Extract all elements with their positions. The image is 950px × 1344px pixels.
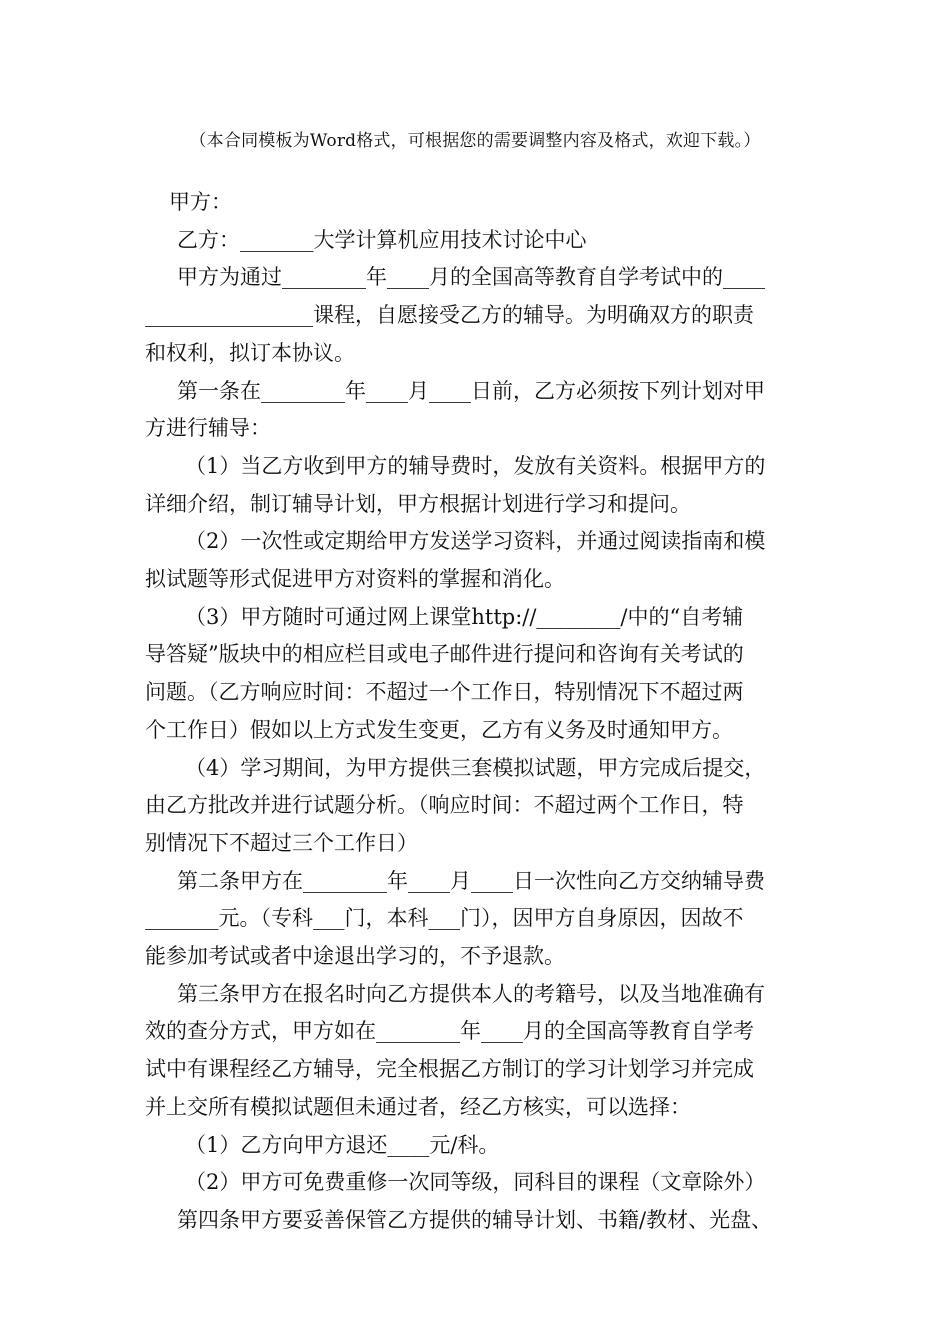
option-2-line: （2）甲方可免费重修一次同等级，同科目的课程（文章除外） <box>185 1170 766 1195</box>
article-2-line-3: 能参加考试或者中途退出学习的，不予退款。 <box>145 944 565 969</box>
intro-line-3: 和权利，拟订本协议。 <box>145 340 355 365</box>
article-3-line-1: 第三条甲方在报名时向乙方提供本人的考籍号，以及当地准确有 <box>177 981 765 1006</box>
item-4-line-2: 由乙方批改并进行试题分析。（响应时间：不超过两个工作日，特 <box>145 793 744 818</box>
item-3-line-4: 个工作日）假如以上方式发生变更，乙方有义务及时通知甲方。 <box>145 717 733 742</box>
option-1-line: （1）乙方向甲方退还____元/科。 <box>185 1132 500 1157</box>
party-a-line: 甲方： <box>169 190 232 214</box>
article-2-line-2: _______元。（专科___门，本科___门），因甲方自身原因，因故不 <box>145 906 744 931</box>
item-2-line-2: 拟试题等形式促进甲方对资料的掌握和消化。 <box>145 567 565 592</box>
party-b-line: 乙方：_______大学计算机应用技术讨论中心 <box>177 227 587 252</box>
item-3-line-1: （3）甲方随时可通过网上课堂http://________/中的“自考辅 <box>185 604 744 629</box>
item-3-line-2: 导答疑”版块中的相应栏目或电子邮件进行提问和咨询有关考试的 <box>145 642 744 667</box>
contract-body <box>145 184 810 1240</box>
article-3-line-3: 试中有课程经乙方辅导，完全根据乙方制订的学习计划学习并完成 <box>145 1057 754 1082</box>
article-3-line-2: 效的查分方式，甲方如在________年____月的全国高等教育自学考 <box>145 1019 754 1044</box>
article-1-line-1: 第一条在________年____月____日前，乙方必须按下列计划对甲 <box>177 378 765 403</box>
article-1-line-2: 方进行辅导： <box>145 416 271 441</box>
article-4-line-1: 第四条甲方要妥善保管乙方提供的辅导计划、书籍/教材、光盘、 <box>177 1207 773 1232</box>
item-4-line-1: （4）学习期间，为甲方提供三套模拟试题，甲方完成后提交， <box>185 755 766 780</box>
item-2-line-1: （2）一次性或定期给甲方发送学习资料，并通过阅读指南和模 <box>185 529 766 554</box>
article-2-line-1: 第二条甲方在________年____月____日一次性向乙方交纳辅导费 <box>177 868 765 893</box>
template-note: （本合同模板为Word格式，可根据您的需要调整内容及格式，欢迎下载。） <box>189 131 761 151</box>
article-3-line-4: 并上交所有模拟试题但未通过者，经乙方核实，可以选择： <box>145 1094 691 1119</box>
item-3-line-3: 问题。（乙方响应时间：不超过一个工作日，特别情况下不超过两 <box>145 680 744 705</box>
item-4-line-3: 别情况下不超过三个工作日） <box>145 830 418 855</box>
item-1-line-1: （1）当乙方收到甲方的辅导费时，发放有关资料。根据甲方的 <box>185 453 766 478</box>
item-1-line-2: 详细介绍，制订辅导计划，甲方根据计划进行学习和提问。 <box>145 491 691 516</box>
intro-line-1: 甲方为通过________年____月的全国高等教育自学考试中的____ <box>177 265 765 290</box>
intro-line-2: ________________课程，自愿接受乙方的辅导。为明确双方的职责 <box>145 303 754 328</box>
